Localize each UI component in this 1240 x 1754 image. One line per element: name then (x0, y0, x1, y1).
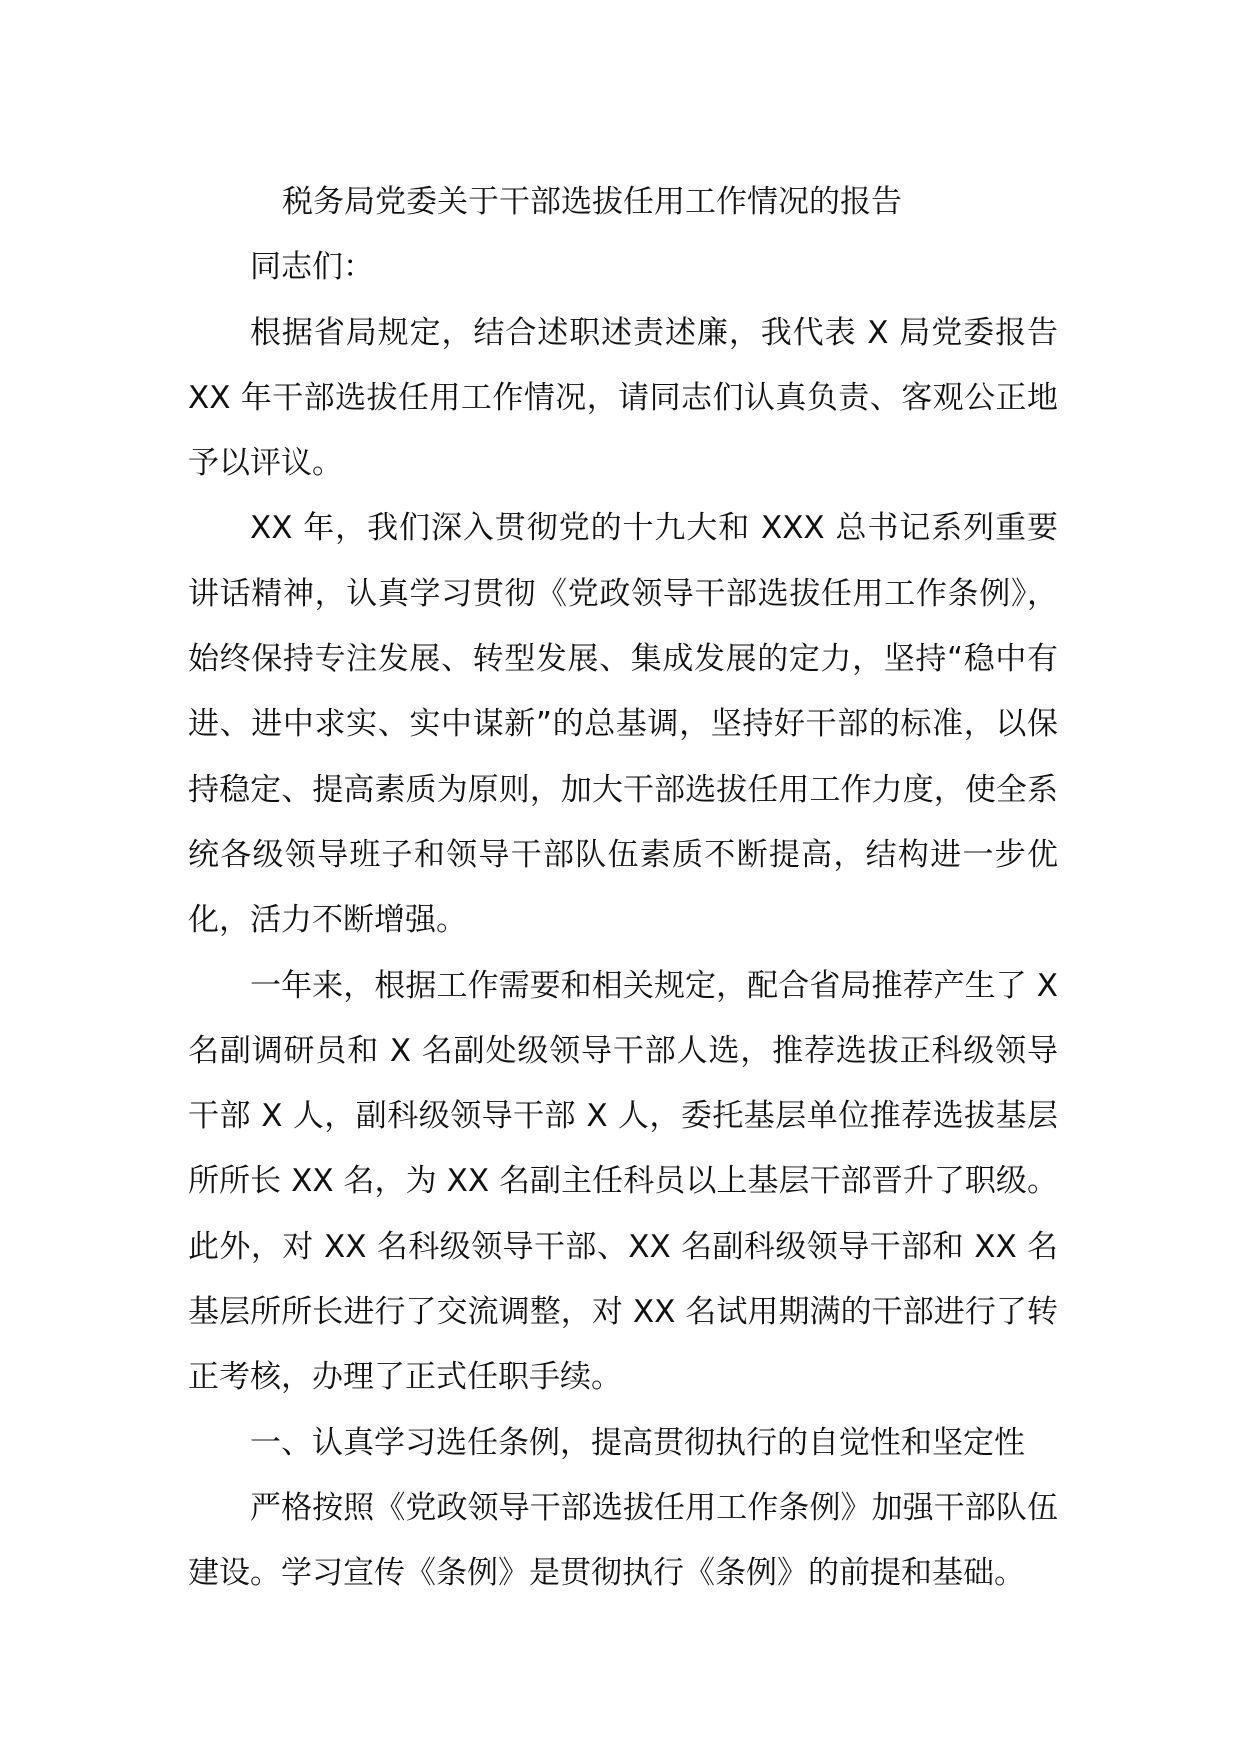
document-title: 税务局党委关于干部选拔任用工作情况的报告 (282, 184, 902, 220)
document-body (188, 170, 1058, 1607)
salutation: 同志们： (250, 249, 374, 286)
section-paragraph: 严格按照《党政领导干部选拔任用工作条例》加强干部队伍建设。学习宣传《条例》是贯彻执行《条例》的前提和基础。 (188, 1489, 1058, 1592)
paragraph-overview: XX 年，我们深入贯彻党的十九大和 XXX 总书记系列重要讲话精神，认真学习贯彻《党政领导干部选拔任用工作条例》，始终保持专注发展、转型发展、集成发展的定力，坚持“稳中有进、进中求实、实中谋新”的总基调，坚持好干部的标准，以保持稳定、提高素质为原则，加大干部选拔任用工作力度，使全系统各级领导班子和领导干部队伍素质不断提高，结构进一步优化，活力不断增强。 (188, 510, 1058, 939)
paragraph-year-summary: 一年来，根据工作需要和相关规定，配合省局推荐产生了 X 名副调研员和 X 名副处级领导干部人选，推荐选拔正科级领导干部 X 人，副科级领导干部 X 人，委托基层单位推荐选拔基层所所长 XX 名，为 XX 名副主任科员以上基层干部晋升了职级。此外，对 XX 名科级领导干部、XX 名副科级领导干部和 XX 名基层所所长进行了交流调整，对 XX 名试用期满的干部进行了转正考核，办理了正式任职手续。 (188, 967, 1058, 1396)
section-heading: 一、认真学习选任条例，提高贯彻执行的自觉性和坚定性 (250, 1424, 1025, 1461)
paragraph-intro: 根据省局规定，结合述职述责述廉，我代表 X 局党委报告 XX 年干部选拔任用工作情况，请同志们认真负责、客观公正地予以评议。 (188, 314, 1058, 482)
